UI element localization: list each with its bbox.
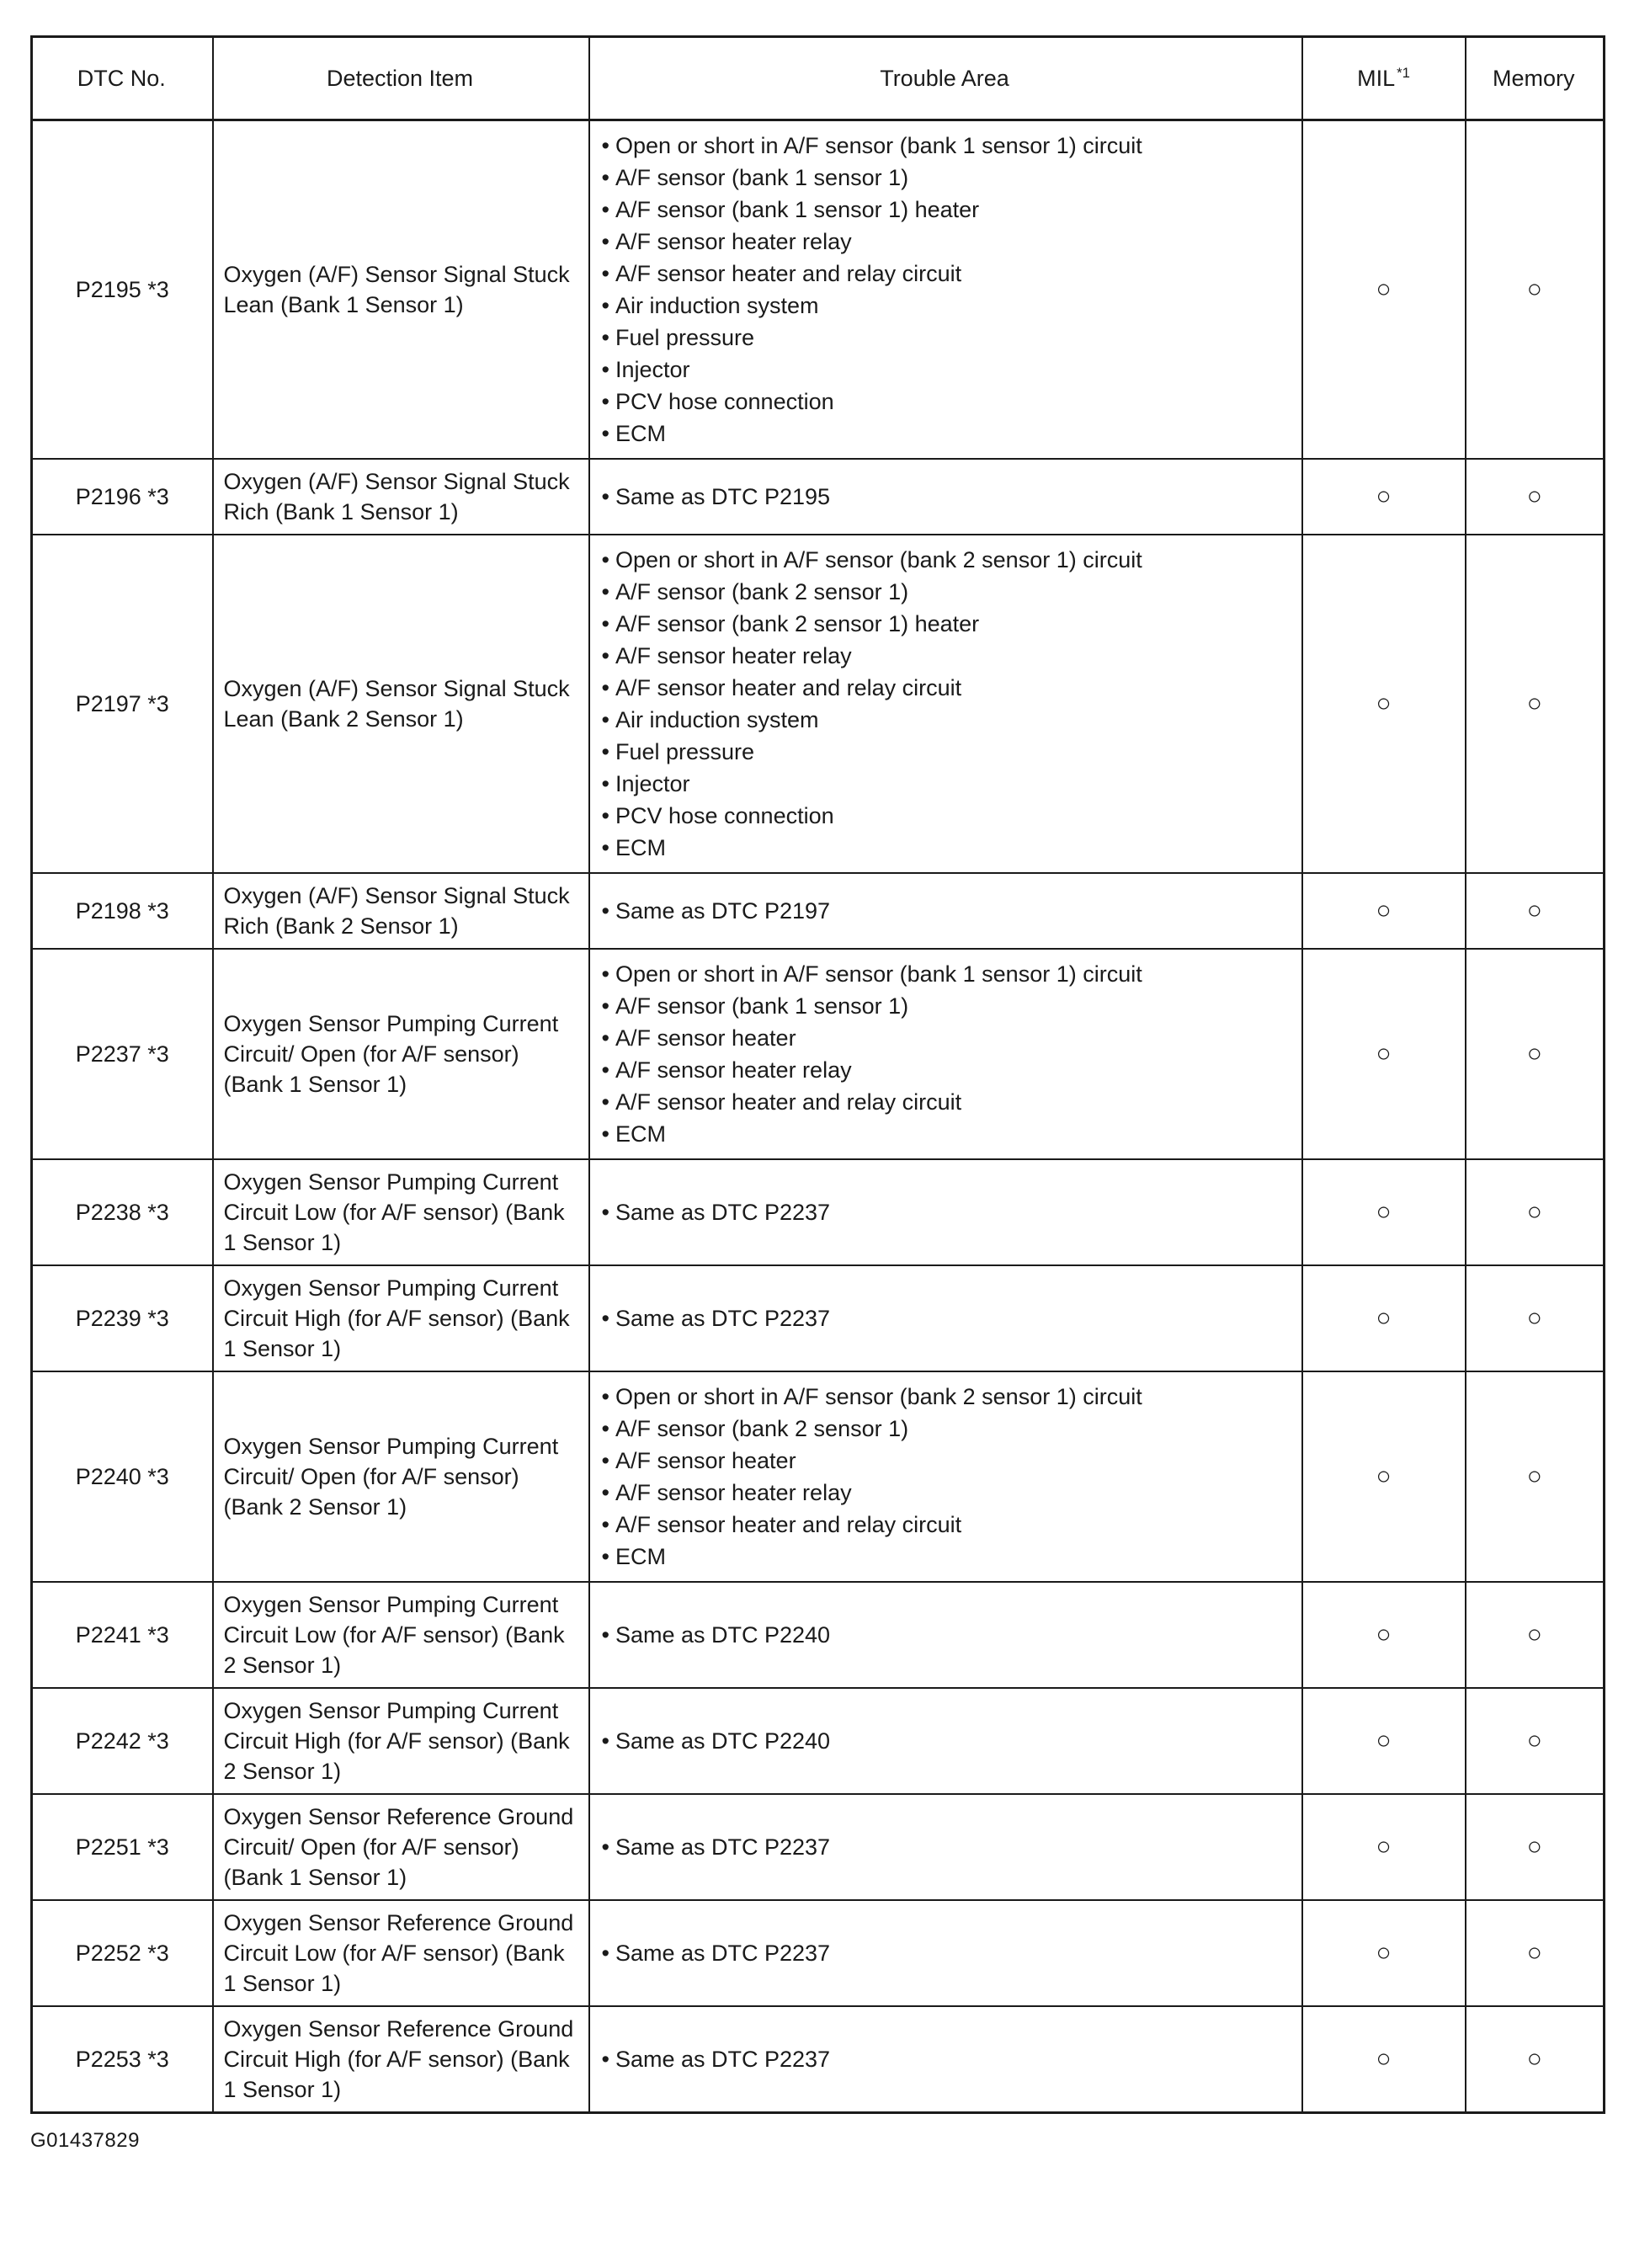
trouble-cell	[589, 873, 1302, 949]
trouble-item: • A/F sensor heater relay	[602, 226, 1296, 258]
memory-cell	[1466, 120, 1605, 460]
table-row	[32, 1794, 1605, 1900]
trouble-item: • Injector	[602, 768, 1296, 800]
memory-circle-icon: ○	[1526, 1461, 1542, 1490]
header-memory	[1466, 37, 1605, 120]
mil-cell	[1302, 535, 1466, 873]
dtc-cell: P2253 *3	[32, 2006, 213, 2113]
trouble-list	[602, 1619, 1296, 1651]
trouble-item: • Same as DTC P2240	[602, 1725, 1296, 1757]
trouble-cell	[589, 535, 1302, 873]
trouble-item: • Same as DTC P2197	[602, 895, 1296, 927]
trouble-list	[602, 544, 1296, 864]
trouble-item: • ECM	[602, 1118, 1296, 1150]
header-detection-item-label: Detection Item	[326, 66, 474, 91]
mil-cell	[1302, 1265, 1466, 1371]
trouble-item: • A/F sensor heater relay	[602, 1477, 1296, 1509]
trouble-item: • A/F sensor heater and relay circuit	[602, 258, 1296, 290]
header-trouble-area-label: Trouble Area	[880, 66, 1009, 91]
mil-circle-icon: ○	[1376, 1039, 1392, 1067]
trouble-list	[602, 1381, 1296, 1573]
trouble-list	[602, 1831, 1296, 1863]
header-mil-note: *1	[1397, 65, 1410, 81]
mil-circle-icon: ○	[1376, 1726, 1392, 1754]
dtc-table-body	[32, 120, 1605, 2113]
trouble-cell	[589, 1159, 1302, 1265]
trouble-item: • Same as DTC P2237	[602, 1831, 1296, 1863]
mil-circle-icon: ○	[1376, 274, 1392, 303]
trouble-cell	[589, 1794, 1302, 1900]
table-row	[32, 1159, 1605, 1265]
mil-circle-icon: ○	[1376, 482, 1392, 510]
trouble-item: • A/F sensor (bank 2 sensor 1)	[602, 1413, 1296, 1445]
memory-circle-icon: ○	[1526, 1620, 1542, 1648]
table-row	[32, 535, 1605, 873]
trouble-cell	[589, 1371, 1302, 1582]
table-row	[32, 2006, 1605, 2113]
memory-circle-icon: ○	[1526, 1832, 1542, 1861]
memory-circle-icon: ○	[1526, 1303, 1542, 1332]
table-row	[32, 120, 1605, 460]
trouble-item: • Same as DTC P2237	[602, 1302, 1296, 1334]
mil-cell	[1302, 1900, 1466, 2006]
trouble-list	[602, 130, 1296, 450]
trouble-item: • A/F sensor heater	[602, 1022, 1296, 1054]
header-dtc-no-label: DTC No.	[77, 66, 166, 91]
memory-cell	[1466, 1794, 1605, 1900]
dtc-cell: P2197 *3	[32, 535, 213, 873]
trouble-item: • Fuel pressure	[602, 736, 1296, 768]
detection-cell: Oxygen Sensor Reference Ground Circuit High (for A/F sensor) (Bank 1 Sensor 1)	[213, 2006, 589, 2113]
dtc-cell: P2240 *3	[32, 1371, 213, 1582]
memory-cell	[1466, 1582, 1605, 1688]
trouble-item: • A/F sensor (bank 1 sensor 1)	[602, 990, 1296, 1022]
mil-cell	[1302, 949, 1466, 1159]
trouble-cell	[589, 949, 1302, 1159]
trouble-item: • PCV hose connection	[602, 800, 1296, 832]
trouble-item: • A/F sensor heater and relay circuit	[602, 672, 1296, 704]
mil-cell	[1302, 459, 1466, 535]
dtc-cell: P2252 *3	[32, 1900, 213, 2006]
trouble-list	[602, 1302, 1296, 1334]
dtc-cell: P2241 *3	[32, 1582, 213, 1688]
mil-cell	[1302, 873, 1466, 949]
detection-cell: Oxygen Sensor Pumping Current Circuit Low (for A/F sensor) (Bank 2 Sensor 1)	[213, 1582, 589, 1688]
trouble-item: • A/F sensor heater and relay circuit	[602, 1509, 1296, 1541]
mil-circle-icon: ○	[1376, 896, 1392, 924]
dtc-cell: P2237 *3	[32, 949, 213, 1159]
trouble-cell	[589, 1265, 1302, 1371]
trouble-item: • A/F sensor (bank 2 sensor 1)	[602, 576, 1296, 608]
trouble-item: • Injector	[602, 354, 1296, 386]
mil-circle-icon: ○	[1376, 2044, 1392, 2073]
detection-cell: Oxygen (A/F) Sensor Signal Stuck Rich (Bank 2 Sensor 1)	[213, 873, 589, 949]
trouble-cell	[589, 2006, 1302, 2113]
memory-circle-icon: ○	[1526, 689, 1542, 717]
trouble-list	[602, 1937, 1296, 1969]
table-row	[32, 1582, 1605, 1688]
trouble-item: • Open or short in A/F sensor (bank 1 sensor 1) circuit	[602, 130, 1296, 162]
memory-cell	[1466, 1371, 1605, 1582]
table-row	[32, 949, 1605, 1159]
trouble-item: • Air induction system	[602, 704, 1296, 736]
detection-cell: Oxygen Sensor Reference Ground Circuit/ Open (for A/F sensor) (Bank 1 Sensor 1)	[213, 1794, 589, 1900]
mil-cell	[1302, 1582, 1466, 1688]
dtc-cell: P2242 *3	[32, 1688, 213, 1794]
figure-id: G01437829	[30, 2129, 140, 2152]
detection-cell: Oxygen (A/F) Sensor Signal Stuck Rich (Bank 1 Sensor 1)	[213, 459, 589, 535]
trouble-item: • PCV hose connection	[602, 386, 1296, 418]
mil-circle-icon: ○	[1376, 1938, 1392, 1967]
trouble-list	[602, 895, 1296, 927]
trouble-item: • Open or short in A/F sensor (bank 2 sensor 1) circuit	[602, 1381, 1296, 1413]
header-detection-item	[213, 37, 589, 120]
table-row	[32, 873, 1605, 949]
trouble-item: • Open or short in A/F sensor (bank 1 sensor 1) circuit	[602, 958, 1296, 990]
mil-circle-icon: ○	[1376, 1461, 1392, 1490]
mil-cell	[1302, 1371, 1466, 1582]
trouble-list	[602, 958, 1296, 1150]
memory-circle-icon: ○	[1526, 1039, 1542, 1067]
trouble-item: • Same as DTC P2237	[602, 1937, 1296, 1969]
memory-circle-icon: ○	[1526, 896, 1542, 924]
trouble-list	[602, 2043, 1296, 2075]
header-mil-label: MIL	[1357, 66, 1396, 91]
memory-cell	[1466, 1159, 1605, 1265]
detection-cell: Oxygen (A/F) Sensor Signal Stuck Lean (Bank 2 Sensor 1)	[213, 535, 589, 873]
mil-circle-icon: ○	[1376, 1832, 1392, 1861]
trouble-item: • Same as DTC P2237	[602, 2043, 1296, 2075]
memory-cell	[1466, 535, 1605, 873]
trouble-item: • ECM	[602, 1541, 1296, 1573]
dtc-table	[30, 35, 1605, 2114]
trouble-item: • A/F sensor (bank 2 sensor 1) heater	[602, 608, 1296, 640]
dtc-cell: P2238 *3	[32, 1159, 213, 1265]
dtc-cell: P2251 *3	[32, 1794, 213, 1900]
memory-circle-icon: ○	[1526, 1197, 1542, 1226]
header-dtc-no	[32, 37, 213, 120]
trouble-item: • Air induction system	[602, 290, 1296, 322]
mil-circle-icon: ○	[1376, 689, 1392, 717]
memory-circle-icon: ○	[1526, 482, 1542, 510]
memory-cell	[1466, 2006, 1605, 2113]
mil-circle-icon: ○	[1376, 1620, 1392, 1648]
trouble-item: • A/F sensor heater	[602, 1445, 1296, 1477]
detection-cell: Oxygen Sensor Pumping Current Circuit High (for A/F sensor) (Bank 2 Sensor 1)	[213, 1688, 589, 1794]
trouble-item: • ECM	[602, 418, 1296, 450]
trouble-item: • Same as DTC P2237	[602, 1196, 1296, 1228]
header-trouble-area	[589, 37, 1302, 120]
memory-cell	[1466, 873, 1605, 949]
memory-circle-icon: ○	[1526, 2044, 1542, 2073]
mil-circle-icon: ○	[1376, 1197, 1392, 1226]
trouble-cell	[589, 1688, 1302, 1794]
dtc-cell: P2195 *3	[32, 120, 213, 460]
header-mil	[1302, 37, 1466, 120]
detection-cell: Oxygen (A/F) Sensor Signal Stuck Lean (Bank 1 Sensor 1)	[213, 120, 589, 460]
memory-cell	[1466, 949, 1605, 1159]
memory-cell	[1466, 1265, 1605, 1371]
dtc-cell: P2239 *3	[32, 1265, 213, 1371]
table-row	[32, 1371, 1605, 1582]
trouble-cell	[589, 120, 1302, 460]
memory-circle-icon: ○	[1526, 1938, 1542, 1967]
dtc-cell: P2196 *3	[32, 459, 213, 535]
mil-cell	[1302, 1159, 1466, 1265]
memory-cell	[1466, 1900, 1605, 2006]
trouble-item: • A/F sensor heater relay	[602, 640, 1296, 672]
table-row	[32, 1265, 1605, 1371]
mil-cell	[1302, 120, 1466, 460]
mil-cell	[1302, 1688, 1466, 1794]
trouble-item: • Fuel pressure	[602, 322, 1296, 354]
trouble-item: • A/F sensor (bank 1 sensor 1)	[602, 162, 1296, 194]
dtc-cell: P2198 *3	[32, 873, 213, 949]
detection-cell: Oxygen Sensor Pumping Current Circuit/ Open (for A/F sensor) (Bank 2 Sensor 1)	[213, 1371, 589, 1582]
detection-cell: Oxygen Sensor Pumping Current Circuit Low (for A/F sensor) (Bank 1 Sensor 1)	[213, 1159, 589, 1265]
memory-cell	[1466, 459, 1605, 535]
trouble-cell	[589, 1582, 1302, 1688]
memory-circle-icon: ○	[1526, 274, 1542, 303]
trouble-item: • Open or short in A/F sensor (bank 2 sensor 1) circuit	[602, 544, 1296, 576]
detection-cell: Oxygen Sensor Pumping Current Circuit High (for A/F sensor) (Bank 1 Sensor 1)	[213, 1265, 589, 1371]
trouble-cell	[589, 1900, 1302, 2006]
trouble-item: • A/F sensor heater and relay circuit	[602, 1086, 1296, 1118]
trouble-item: • A/F sensor heater relay	[602, 1054, 1296, 1086]
trouble-cell	[589, 459, 1302, 535]
mil-cell	[1302, 1794, 1466, 1900]
memory-cell	[1466, 1688, 1605, 1794]
trouble-item: • A/F sensor (bank 1 sensor 1) heater	[602, 194, 1296, 226]
header-memory-label: Memory	[1492, 66, 1575, 91]
mil-cell	[1302, 2006, 1466, 2113]
table-row	[32, 1900, 1605, 2006]
trouble-list	[602, 481, 1296, 513]
trouble-item: • Same as DTC P2195	[602, 481, 1296, 513]
table-row	[32, 459, 1605, 535]
trouble-list	[602, 1725, 1296, 1757]
mil-circle-icon: ○	[1376, 1303, 1392, 1332]
trouble-list	[602, 1196, 1296, 1228]
trouble-item: • ECM	[602, 832, 1296, 864]
table-row	[32, 1688, 1605, 1794]
detection-cell: Oxygen Sensor Reference Ground Circuit Low (for A/F sensor) (Bank 1 Sensor 1)	[213, 1900, 589, 2006]
trouble-item: • Same as DTC P2240	[602, 1619, 1296, 1651]
detection-cell: Oxygen Sensor Pumping Current Circuit/ Open (for A/F sensor) (Bank 1 Sensor 1)	[213, 949, 589, 1159]
table-header-row	[32, 37, 1605, 120]
memory-circle-icon: ○	[1526, 1726, 1542, 1754]
